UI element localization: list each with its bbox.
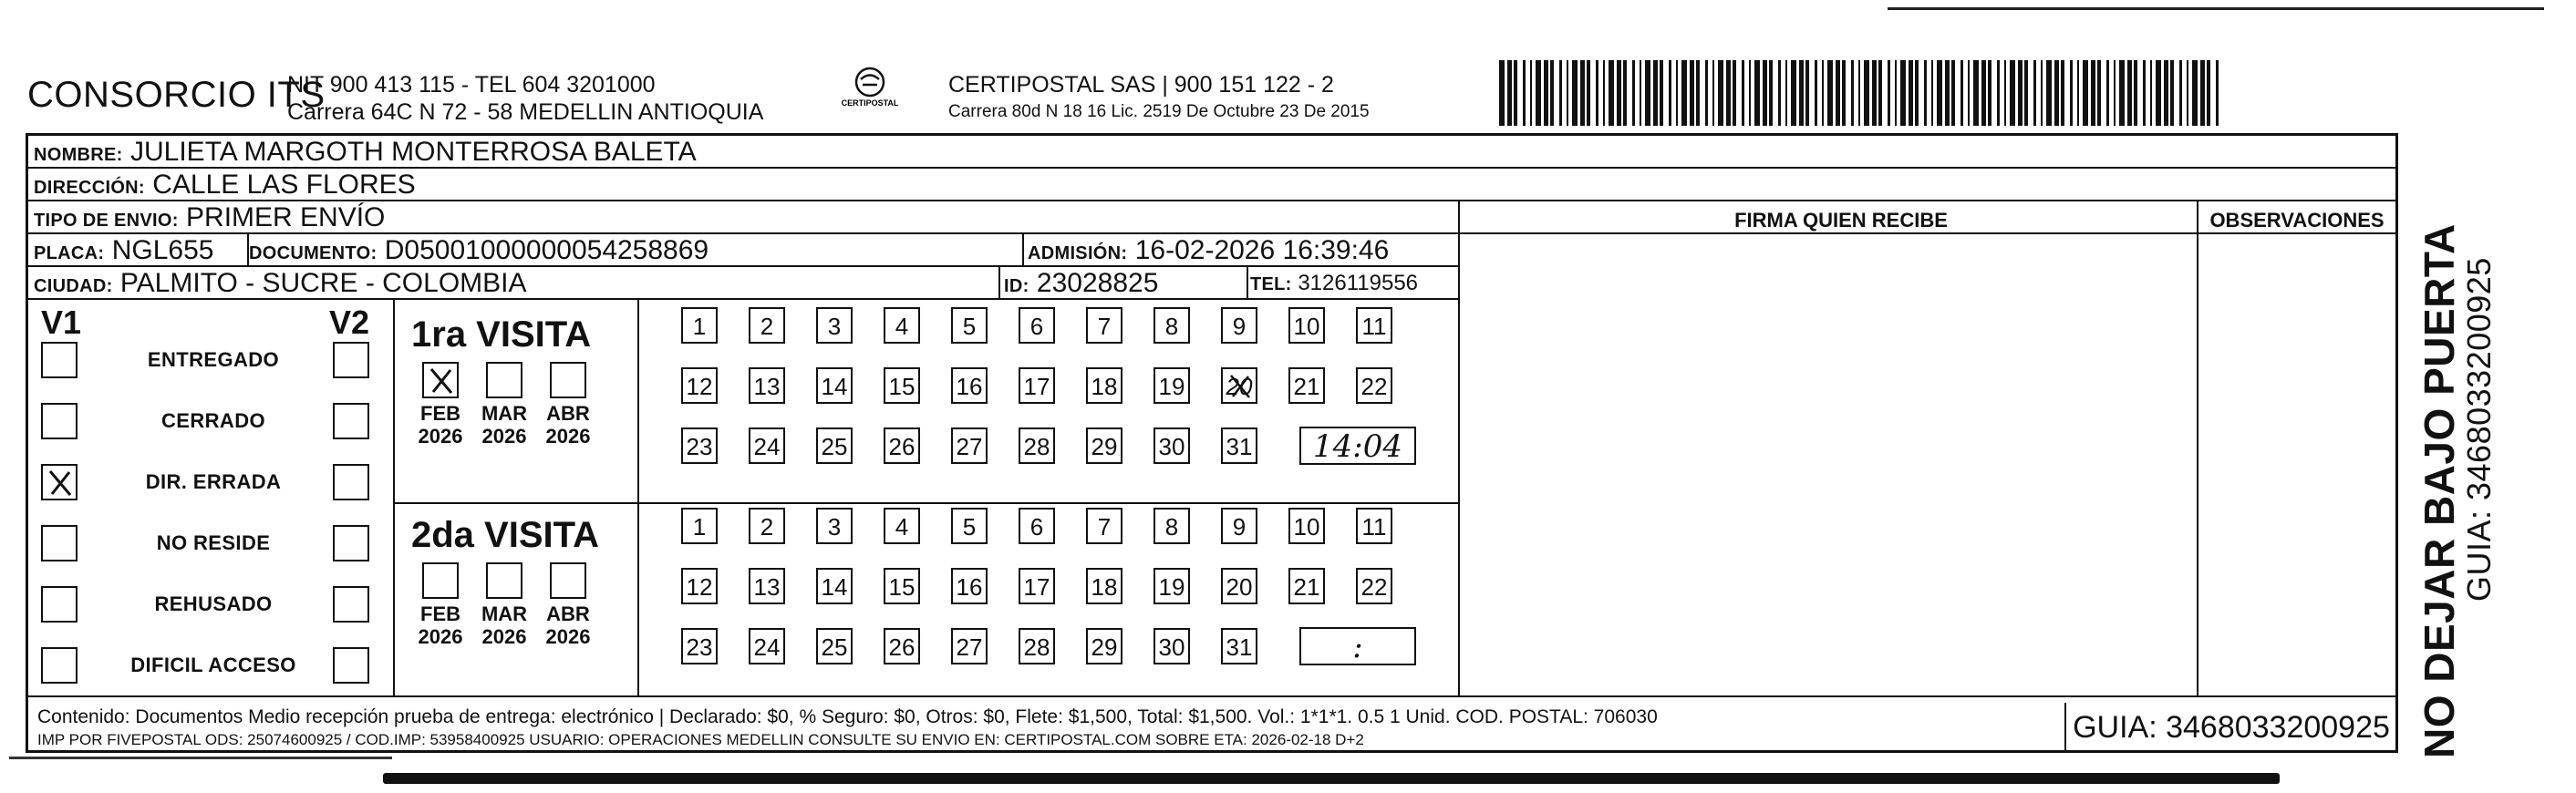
admission-cell xyxy=(1028,234,1389,267)
barcode-bar xyxy=(1872,60,1877,126)
day-box[interactable]: 6 xyxy=(1019,508,1055,544)
day-box[interactable]: 30 xyxy=(1154,427,1190,464)
day-box[interactable]: 3 xyxy=(816,307,853,344)
barcode-bar xyxy=(1580,60,1585,126)
day-box[interactable]: 16 xyxy=(951,367,988,404)
day-box[interactable]: 11 xyxy=(1356,307,1392,344)
day-box[interactable]: 29 xyxy=(1086,628,1122,664)
barcode-bar xyxy=(1523,60,1526,126)
barcode-bar xyxy=(1669,60,1671,126)
barcode-bar xyxy=(1754,60,1760,126)
barcode-bar xyxy=(1514,60,1517,126)
day-box[interactable]: 1 xyxy=(681,307,718,344)
month-label xyxy=(409,602,472,648)
signature-header: FIRMA QUIEN RECIBE xyxy=(1734,209,1948,232)
day-box[interactable]: 19 xyxy=(1154,568,1190,604)
day-box[interactable]: 31 xyxy=(1221,427,1257,464)
barcode-bar xyxy=(2091,60,2095,126)
day-box[interactable]: 26 xyxy=(884,427,920,464)
admission-value: 16-02-2026 16:39:46 xyxy=(1134,235,1390,265)
day-box[interactable]: 15 xyxy=(884,367,920,404)
day-box[interactable]: 17 xyxy=(1019,367,1055,404)
v1-checkbox[interactable] xyxy=(41,464,78,500)
tel-value: 3126119556 xyxy=(1298,271,1419,295)
footer-guia: GUIA: 3468033200925 xyxy=(2064,703,2396,753)
v1-checkbox[interactable] xyxy=(41,403,78,439)
barcode-bar xyxy=(2046,60,2052,126)
barcode-bar xyxy=(1676,60,1678,126)
v1-checkbox[interactable] xyxy=(41,586,78,623)
barcode-bar xyxy=(2156,60,2161,126)
barcode-bar xyxy=(1742,60,1744,126)
barcode-bar xyxy=(1632,60,1635,126)
barcode-bar xyxy=(1924,60,1927,126)
day-box[interactable]: 10 xyxy=(1288,508,1325,544)
day-box[interactable]: 12 xyxy=(681,568,718,604)
barcode-bar xyxy=(1696,60,1700,126)
barcode-bar xyxy=(2106,60,2109,126)
barcode-bar xyxy=(1507,60,1512,126)
barcode-bar xyxy=(2018,60,2023,126)
day-box[interactable]: 22 xyxy=(1356,367,1392,404)
barcode-bar xyxy=(1769,60,1773,126)
barcode-bar xyxy=(1623,60,1627,126)
barcode-bar xyxy=(1836,60,1840,126)
barcode-bar xyxy=(1499,60,1505,126)
day-box[interactable]: 8 xyxy=(1154,307,1190,344)
barcode-bar xyxy=(1718,60,1723,126)
month-label xyxy=(472,402,536,448)
barcode-bar xyxy=(2187,60,2188,126)
status-label: CERRADO xyxy=(160,409,266,432)
barcode-bar xyxy=(1915,60,1919,126)
day-box[interactable]: 18 xyxy=(1086,568,1122,604)
month-year: 2026 xyxy=(481,625,527,648)
second-visit-title: 2da VISITA xyxy=(411,515,599,555)
signature-divider xyxy=(1458,232,2395,234)
barcode-bar xyxy=(1587,60,1590,126)
company-address: Carrera 64C N 72 - 58 MEDELLIN ANTIOQUIA xyxy=(287,99,764,125)
status-label: DIR. ERRADA xyxy=(145,470,282,493)
barcode-bar xyxy=(1530,60,1532,126)
visit-separator xyxy=(393,502,1458,504)
barcode-bar xyxy=(1888,60,1890,126)
v2-checkbox[interactable] xyxy=(333,647,369,684)
day-box[interactable]: 30 xyxy=(1154,628,1190,664)
barcode-bar xyxy=(1799,60,1804,126)
barcode-bar xyxy=(2010,60,2015,126)
barcode xyxy=(1495,60,2225,126)
barcode-bar xyxy=(2083,60,2088,126)
month-name: FEB xyxy=(420,402,460,425)
day-box[interactable]: 14 xyxy=(816,568,853,604)
footer-divider xyxy=(28,695,2395,697)
side-guia: GUIA: 3468033200925 xyxy=(2460,257,2498,602)
name-label: NOMBRE: xyxy=(34,145,123,165)
time-box[interactable]: : xyxy=(1299,627,1416,665)
recipient-name: JULIETA MARGOTH MONTERROSA BALETA xyxy=(130,137,697,167)
day-box[interactable]: 24 xyxy=(749,628,785,664)
barcode-bar xyxy=(1815,60,1817,126)
barcode-bar xyxy=(1596,60,1598,126)
barcode-bar xyxy=(1909,60,1913,126)
barcode-bar xyxy=(1559,60,1562,126)
address-row xyxy=(28,169,2395,201)
id-label: ID: xyxy=(1004,276,1029,296)
barcode-bar xyxy=(1778,60,1781,126)
signature-left-border xyxy=(1458,201,1460,697)
month-label xyxy=(536,602,600,648)
barcode-bar xyxy=(1931,60,1933,126)
month-year: 2026 xyxy=(418,425,463,448)
barcode-bar xyxy=(2150,60,2152,126)
barcode-bar xyxy=(1653,60,1658,126)
observations-header: OBSERVACIONES xyxy=(2209,209,2385,232)
day-box[interactable]: 23 xyxy=(681,628,718,664)
barcode-bar xyxy=(1712,60,1714,126)
barcode-bar xyxy=(1785,60,1787,126)
v2-label: V2 xyxy=(329,304,370,341)
delivery-form xyxy=(26,133,2398,753)
type-label: TIPO DE ENVIO: xyxy=(34,211,179,231)
barcode-bar xyxy=(1895,60,1897,126)
month-checkbox[interactable] xyxy=(422,562,459,599)
day-box[interactable]: 11 xyxy=(1356,508,1392,544)
barcode-bar xyxy=(1805,60,1809,126)
certipostal-license: Carrera 80d N 18 16 Lic. 2519 De Octubre 23 De 2015 xyxy=(948,102,1370,121)
day-box[interactable]: 14 xyxy=(816,367,853,404)
day-box[interactable]: 7 xyxy=(1086,307,1122,344)
divider xyxy=(1247,267,1248,300)
v2-checkbox[interactable] xyxy=(333,586,369,623)
barcode-bar xyxy=(2041,60,2043,126)
barcode-bar xyxy=(1900,60,1906,126)
day-box[interactable]: 19 xyxy=(1154,367,1190,404)
barcode-bar xyxy=(1640,60,1641,126)
month-checkbox[interactable] xyxy=(486,562,522,599)
month-name: MAR xyxy=(481,402,528,425)
barcode-bar xyxy=(1690,60,1694,126)
document-label: DOCUMENTO: xyxy=(249,243,378,263)
imp-line: IMP POR FIVEPOSTAL ODS: 25074600925 / COD.IMP: 53958400925 USUARIO: OPERACIONES MEDELLIN CONSULTE SU ENVIO EN: CERTIPOSTAL.COM SOBRE ETA: 2026-02-18 D+2 xyxy=(37,731,1364,748)
day-box[interactable]: 13 xyxy=(749,568,785,604)
certipostal-info xyxy=(948,71,1370,126)
day-box[interactable]: 9 xyxy=(1221,508,1257,544)
document-cell xyxy=(249,234,709,267)
barcode-bar xyxy=(1827,60,1833,126)
divider xyxy=(1022,234,1024,267)
v1-label: V1 xyxy=(41,304,82,341)
day-box[interactable]: 25 xyxy=(816,628,853,664)
barcode-bar xyxy=(1988,60,1991,126)
barcode-bar xyxy=(1842,60,1846,126)
barcode-bar xyxy=(2114,60,2116,126)
id-value: 23028825 xyxy=(1036,268,1159,298)
month-year: 2026 xyxy=(545,625,591,648)
city-value: PALMITO - SUCRE - COLOMBIA xyxy=(119,268,527,298)
month-name: ABR xyxy=(546,402,590,425)
barcode-bar xyxy=(1603,60,1605,126)
day-box[interactable]: 1 xyxy=(681,508,718,544)
tel-cell xyxy=(1250,267,1418,300)
plate-value: NGL655 xyxy=(111,235,214,265)
barcode-bar xyxy=(1822,60,1824,126)
day-box[interactable]: 6 xyxy=(1019,307,1055,344)
month-name: MAR xyxy=(481,602,528,625)
barcode-bar xyxy=(2143,60,2146,126)
day-box[interactable]: 5 xyxy=(951,307,988,344)
v1-checkbox[interactable] xyxy=(41,342,78,378)
barcode-bar xyxy=(1536,60,1541,126)
barcode-bar xyxy=(1858,60,1860,126)
barcode-bar xyxy=(1878,60,1882,126)
plate-label: PLACA: xyxy=(34,243,105,263)
barcode-bar xyxy=(1681,60,1687,126)
city-label: CIUDAD: xyxy=(34,276,113,296)
status-label: NO RESIDE xyxy=(156,531,271,554)
observations-left-border xyxy=(2197,201,2198,697)
day-box[interactable]: 31 xyxy=(1221,628,1257,664)
address-label: DIRECCIÓN: xyxy=(34,178,145,198)
certipostal-logo xyxy=(833,66,906,111)
barcode-bar xyxy=(2024,60,2028,126)
bottom-rule xyxy=(383,773,2280,784)
day-box[interactable]: 12 xyxy=(681,367,718,404)
barcode-bar xyxy=(1550,60,1554,126)
barcode-bar xyxy=(2164,60,2168,126)
barcode-bar xyxy=(2054,60,2059,126)
barcode-bar xyxy=(1645,60,1650,126)
month-checkbox[interactable] xyxy=(550,362,586,398)
day-box[interactable]: 20 xyxy=(1221,367,1257,404)
barcode-bar xyxy=(2004,60,2006,126)
day-box[interactable]: 18 xyxy=(1086,367,1122,404)
barcode-bar xyxy=(2207,60,2210,126)
barcode-bar xyxy=(1609,60,1614,126)
barcode-bar xyxy=(1851,60,1854,126)
day-box[interactable]: 16 xyxy=(951,568,988,604)
barcode-bar xyxy=(1968,60,1970,126)
barcode-bar xyxy=(2097,60,2101,126)
barcode-bar xyxy=(1937,60,1942,126)
barcode-bar xyxy=(1997,60,2000,126)
visit-divider xyxy=(637,300,639,697)
v2-checkbox[interactable] xyxy=(333,342,369,378)
day-box[interactable]: 10 xyxy=(1288,307,1325,344)
barcode-bar xyxy=(2077,60,2079,126)
barcode-bar xyxy=(1749,60,1751,126)
logo-text: CERTIPOSTAL xyxy=(841,98,899,108)
day-box[interactable]: 29 xyxy=(1086,427,1122,464)
barcode-bar xyxy=(1572,60,1578,126)
barcode-bar xyxy=(1544,60,1548,126)
barcode-bar xyxy=(1951,60,1955,126)
company-nit: NIT 900 413 115 - TEL 604 3201000 xyxy=(287,72,656,98)
document-value: D05001000000054258869 xyxy=(384,235,709,265)
name-row xyxy=(28,136,2395,169)
day-box[interactable]: 28 xyxy=(1019,628,1055,664)
barcode-bar xyxy=(1617,60,1621,126)
v2-checkbox[interactable] xyxy=(333,525,369,561)
barcode-bar xyxy=(2200,60,2205,126)
month-label xyxy=(409,402,472,448)
barcode-bar xyxy=(2061,60,2064,126)
barcode-bar xyxy=(1981,60,1986,126)
status-label: ENTREGADO xyxy=(147,348,280,371)
time-box[interactable]: 14:04 xyxy=(1299,427,1416,465)
v2-checkbox[interactable] xyxy=(333,464,369,500)
month-checkbox[interactable] xyxy=(486,362,522,398)
month-label xyxy=(472,602,536,648)
day-box[interactable]: 15 xyxy=(884,568,920,604)
month-name: FEB xyxy=(420,602,460,625)
month-checkbox[interactable] xyxy=(422,362,459,398)
day-box[interactable]: 20 xyxy=(1221,568,1257,604)
month-label xyxy=(536,402,600,448)
admission-label: ADMISIÓN: xyxy=(1028,243,1128,263)
id-cell xyxy=(1004,267,1158,300)
barcode-bar xyxy=(2134,60,2137,126)
barcode-bar xyxy=(1660,60,1663,126)
barcode-bar xyxy=(2127,60,2132,126)
day-box[interactable]: 4 xyxy=(884,307,920,344)
status-divider xyxy=(393,300,395,697)
first-visit-title: 1ra VISITA xyxy=(411,314,592,355)
v1-checkbox[interactable] xyxy=(41,525,78,561)
barcode-bar xyxy=(1864,60,1869,126)
day-box[interactable]: 25 xyxy=(816,427,853,464)
city-row xyxy=(28,267,1458,300)
barcode-bar xyxy=(1763,60,1767,126)
barcode-bar xyxy=(1733,60,1736,126)
side-warning: NO DEJAR BAJO PUERTA xyxy=(2416,223,2463,758)
barcode-bar xyxy=(2070,60,2073,126)
barcode-bar xyxy=(2170,60,2174,126)
barcode-bar xyxy=(1705,60,1708,126)
certipostal-nit: CERTIPOSTAL SAS | 900 151 122 - 2 xyxy=(948,72,1334,98)
day-box[interactable]: 13 xyxy=(749,367,785,404)
day-box[interactable]: 4 xyxy=(884,508,920,544)
contents-line: Contenido: Documentos Medio recepción prueba de entrega: electrónico | Declarado: $0, % Seguro: $0, Otros: $0, Flete: $1,500, Total: $1,500. Vol.: 1*1*1. 0.5 1 Unid. COD. POSTAL: 706030 xyxy=(37,706,1658,727)
month-name: ABR xyxy=(546,602,590,625)
day-box[interactable]: 7 xyxy=(1086,508,1122,544)
top-rule xyxy=(1888,7,2544,10)
barcode-bar xyxy=(2192,60,2198,126)
day-box[interactable]: 21 xyxy=(1288,367,1325,404)
shipment-type: PRIMER ENVÍO xyxy=(186,202,386,232)
barcode-bar xyxy=(2119,60,2125,126)
month-year: 2026 xyxy=(481,425,527,448)
barcode-bar xyxy=(2033,60,2036,126)
month-checkbox[interactable] xyxy=(550,562,586,599)
day-box[interactable]: 2 xyxy=(749,307,785,344)
day-box[interactable]: 21 xyxy=(1288,568,1325,604)
day-box[interactable]: 27 xyxy=(951,427,988,464)
divider xyxy=(247,234,249,267)
day-box[interactable]: 8 xyxy=(1154,508,1190,544)
day-box[interactable]: 17 xyxy=(1019,568,1055,604)
barcode-bar xyxy=(1567,60,1568,126)
day-box[interactable]: 23 xyxy=(681,427,718,464)
recipient-address: CALLE LAS FLORES xyxy=(152,170,416,200)
barcode-bar xyxy=(1945,60,1950,126)
company-name: CONSORCIO ITS xyxy=(27,75,326,115)
bottom-rule-left xyxy=(9,757,392,759)
day-box[interactable]: 26 xyxy=(884,628,920,664)
day-box[interactable]: 5 xyxy=(951,508,988,544)
status-label: DIFICIL ACCESO xyxy=(130,654,296,676)
barcode-bar xyxy=(1960,60,1963,126)
v2-checkbox[interactable] xyxy=(333,403,369,439)
day-box[interactable]: 28 xyxy=(1019,427,1055,464)
day-box[interactable]: 27 xyxy=(951,628,988,664)
company-info xyxy=(287,71,763,126)
day-box[interactable]: 24 xyxy=(749,427,785,464)
day-box[interactable]: 2 xyxy=(749,508,785,544)
barcode-bar xyxy=(1973,60,1979,126)
status-label: REHUSADO xyxy=(154,592,273,615)
day-box[interactable]: 3 xyxy=(816,508,853,544)
barcode-bar xyxy=(1726,60,1731,126)
barcode-bar xyxy=(2179,60,2182,126)
month-year: 2026 xyxy=(418,625,463,648)
barcode-bar xyxy=(1791,60,1796,126)
day-box[interactable]: 22 xyxy=(1356,568,1392,604)
day-box[interactable]: 9 xyxy=(1221,307,1257,344)
v1-checkbox[interactable] xyxy=(41,647,78,684)
tel-label: TEL: xyxy=(1250,274,1292,294)
barcode-bar xyxy=(2216,60,2219,126)
divider xyxy=(998,267,1000,300)
month-year: 2026 xyxy=(545,425,591,448)
